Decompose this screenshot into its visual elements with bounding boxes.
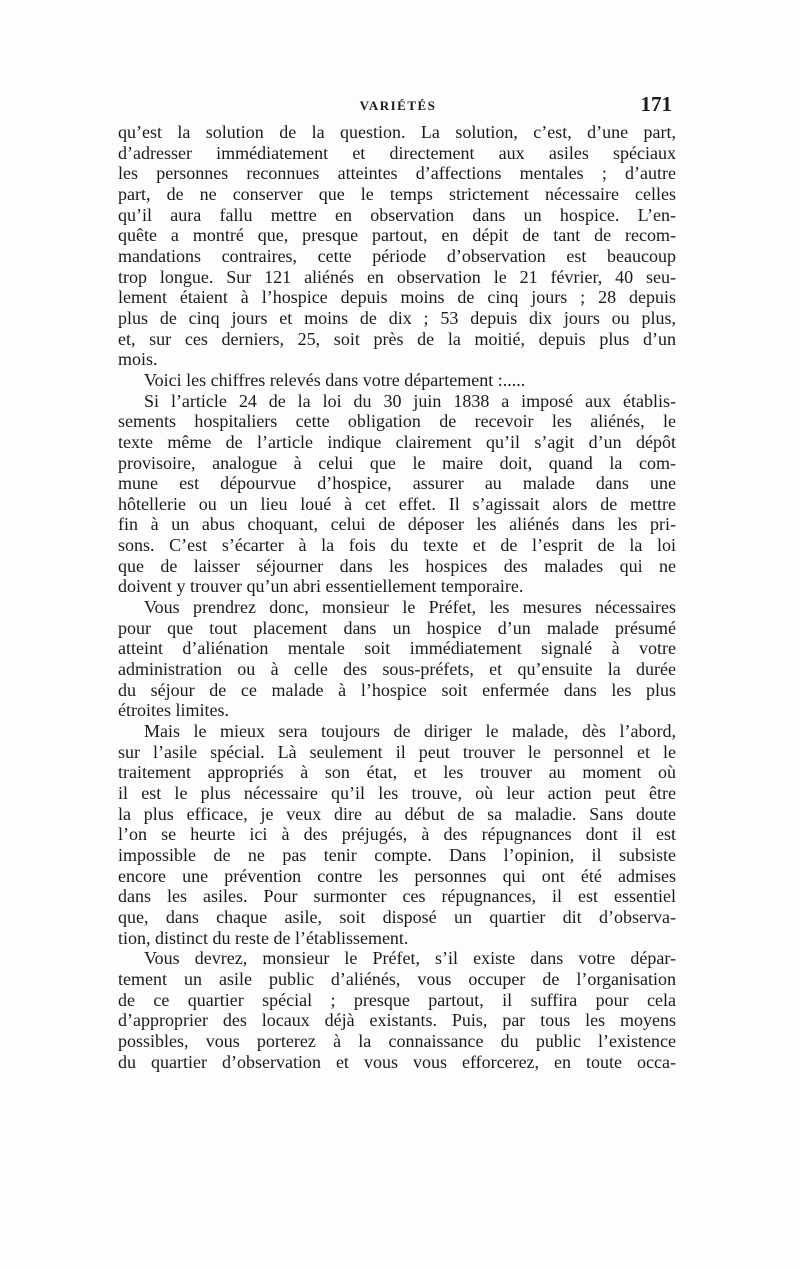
text-line: provisoire, analogue à celui que le maire doit, quand la com- xyxy=(118,452,676,473)
text-line: atteint d’aliénation mentale soit immédiatement signalé à votre xyxy=(118,638,676,659)
text-line: pour que tout placement dans un hospice d’un malade présumé xyxy=(118,617,676,638)
text-line: doivent y trouver qu’un abri essentiellement temporaire. xyxy=(118,576,524,597)
text-line: encore une prévention contre les personnes qui ont été admises xyxy=(118,865,676,886)
text-line: du séjour de ce malade à l’hospice soit enfermée dans les plus xyxy=(118,679,676,700)
text-line: de ce quartier spécial ; presque partout, il suffira pour cela xyxy=(118,989,676,1010)
text-line: sur l’asile spécial. Là seulement il peut trouver le personnel et le xyxy=(118,741,676,762)
text-line: part, de ne conserver que le temps strictement nécessaire celles xyxy=(118,183,676,204)
text-line: tion, distinct du reste de l’établissement. xyxy=(118,927,409,948)
text-line: texte même de l’article indique clairement qu’il s’agit d’un dépôt xyxy=(118,431,676,452)
text-line: mune est dépourvue d’hospice, assurer au malade dans une xyxy=(118,473,676,494)
text-line: impossible de ne pas tenir compte. Dans l’opinion, il subsiste xyxy=(118,844,676,865)
text-line: mois. xyxy=(118,349,158,370)
text-line: fin à un abus choquant, celui de déposer les aliénés dans les pri- xyxy=(118,514,676,535)
text-line: trop longue. Sur 121 aliénés en observation le 21 février, 40 seu- xyxy=(118,266,676,287)
text-line: les personnes reconnues atteintes d’affections mentales ; d’autre xyxy=(118,163,676,184)
text-line: qu’il aura fallu mettre en observation dans un hospice. L’en- xyxy=(118,204,676,225)
text-line: que, dans chaque asile, soit disposé un quartier dit d’observa- xyxy=(118,906,676,927)
text-line: mandations contraires, cette période d’observation est beaucoup xyxy=(118,245,676,266)
text-line: Vous devrez, monsieur le Préfet, s’il existe dans votre dépar- xyxy=(144,948,676,969)
text-line: dans les asiles. Pour surmonter ces répugnances, il est essentiel xyxy=(118,886,676,907)
text-line: sements hospitaliers cette obligation de recevoir les aliénés, le xyxy=(118,411,676,432)
text-line: possibles, vous porterez à la connaissance du public l’existence xyxy=(118,1030,676,1051)
text-line: d’approprier des locaux déjà existants. Puis, par tous les moyens xyxy=(118,1010,676,1031)
text-line: étroites limites. xyxy=(118,700,229,721)
text-line: Mais le mieux sera toujours de diriger le malade, dès l’abord, xyxy=(144,721,676,742)
text-line: Si l’article 24 de la loi du 30 juin 1838 a imposé aux établis- xyxy=(144,390,676,411)
text-line: et, sur ces derniers, 25, soit près de la moitié, depuis plus d’un xyxy=(118,328,676,349)
text-line: Vous prendrez donc, monsieur le Préfet, les mesures nécessaires xyxy=(144,597,676,618)
text-line: quête a montré que, presque partout, en dépit de tant de recom- xyxy=(118,225,676,246)
text-line: lement étaient à l’hospice depuis moins de cinq jours ; 28 depuis xyxy=(118,287,676,308)
text-line: plus de cinq jours et moins de dix ; 53 depuis dix jours ou plus, xyxy=(118,307,676,328)
text-line: d’adresser immédiatement et directement aux asiles spéciaux xyxy=(118,142,676,163)
text-line: traitement appropriés à son état, et les trouver au moment où xyxy=(118,762,676,783)
text-line: hôtellerie ou un lieu loué à cet effet. Il s’agissait alors de mettre xyxy=(118,493,676,514)
page-number: 171 xyxy=(640,92,672,116)
text-line: administration ou à celle des sous-préfets, et qu’ensuite la durée xyxy=(118,659,676,680)
running-head-title: VARIÉTÉS xyxy=(359,98,437,113)
body-text xyxy=(118,122,676,1072)
text-line: du quartier d’observation et vous vous efforcerez, en toute occa- xyxy=(118,1051,676,1072)
text-line: qu’est la solution de la question. La solution, c’est, d’une part, xyxy=(118,122,676,142)
text-line: il est le plus nécessaire qu’il les trouve, où leur action peut être xyxy=(118,783,676,803)
text-line: la plus efficace, je veux dire au début de sa maladie. Sans doute xyxy=(118,803,676,824)
text-line: que de laisser séjourner dans les hospices des malades qui ne xyxy=(118,555,676,576)
text-line: Voici les chiffres relevés dans votre département :..... xyxy=(144,369,526,390)
text-line: sons. C’est s’écarter à la fois du texte et de l’esprit de la loi xyxy=(118,535,676,556)
text-line: tement un asile public d’aliénés, vous occuper de l’organisation xyxy=(118,968,676,989)
text-line: l’on se heurte ici à des préjugés, à des répugnances dont il est xyxy=(118,824,676,845)
running-head xyxy=(118,92,678,118)
